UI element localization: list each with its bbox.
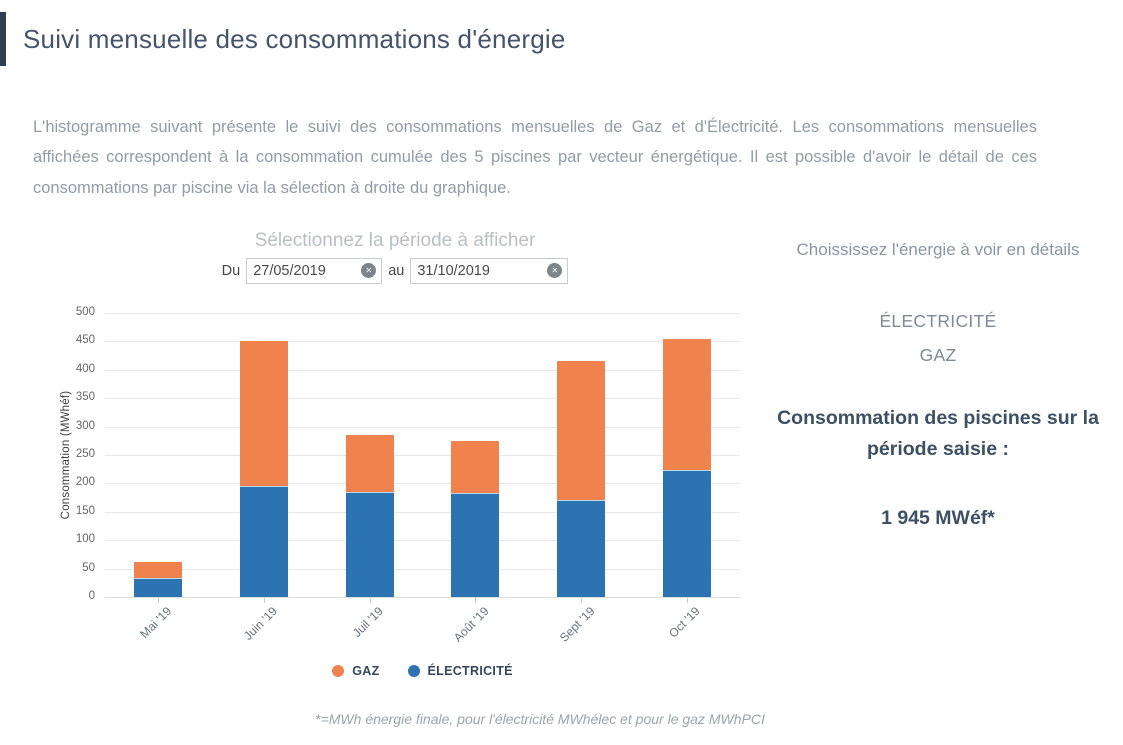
date-range-row: [0, 258, 790, 284]
legend-label: ÉLECTRICITÉ: [427, 664, 513, 678]
plot-area: [105, 313, 740, 597]
clear-date-from-icon[interactable]: ✕: [361, 263, 376, 278]
detail-panel-title: Choississez l'énergie à voir en détails: [796, 240, 1080, 259]
y-axis-tick-label: 50: [82, 561, 95, 574]
bar-slot: [211, 313, 317, 597]
legend-color-dot: [408, 665, 420, 677]
stacked-bar-oct-19: [663, 339, 711, 597]
x-axis-tick: [370, 598, 371, 603]
y-axis-tick-label: 0: [88, 590, 95, 602]
page-header: [0, 12, 566, 66]
x-axis-tick: [475, 598, 476, 603]
y-axis-tick-label: 500: [75, 306, 95, 318]
y-axis-tick-label: 150: [75, 504, 95, 517]
gridline: [105, 597, 740, 598]
option-electricite[interactable]: ÉLECTRICITÉ: [879, 311, 997, 331]
energy-options: [762, 304, 1114, 372]
y-axis-tick-label: 350: [75, 391, 95, 404]
summary-title: Consommation des piscines sur la période saisie :: [777, 407, 1099, 460]
bar-slot: [528, 313, 634, 597]
stacked-bar-mai-19: [134, 562, 182, 597]
footnote: *=MWh énergie finale, pour l'électricité MWhélec et pour le gaz MWhPCI: [315, 711, 765, 727]
clear-date-to-icon[interactable]: ✕: [547, 263, 562, 278]
x-axis-tick-label: Août '19: [450, 604, 492, 645]
title-accent-bar: [0, 12, 6, 66]
stacked-bar-juin-19: [240, 341, 288, 597]
date-from-field[interactable]: [246, 258, 382, 284]
y-axis-tick-label: 300: [75, 419, 95, 432]
x-axis-tick-label: Oct '19: [666, 604, 703, 641]
stacked-bar-juil-19: [346, 435, 394, 597]
bar-slot: [105, 313, 211, 597]
legend-label: GAZ: [352, 664, 380, 678]
y-axis-tick-label: 250: [75, 448, 95, 460]
bar-segment-électricité[interactable]: [134, 578, 182, 597]
bar-segment-gaz[interactable]: [663, 339, 711, 470]
chart-legend: [105, 664, 740, 678]
bar-segment-gaz[interactable]: [557, 361, 605, 500]
x-axis-tick: [687, 598, 688, 603]
x-axis-tick-label: Sept '19: [556, 604, 598, 645]
option-gaz[interactable]: GAZ: [919, 345, 957, 365]
bar-segment-électricité[interactable]: [557, 500, 605, 597]
period-selector-title: Sélectionnez la période à afficher: [254, 230, 536, 251]
summary-value: 1 945 MWéf*: [881, 507, 995, 529]
legend-color-dot: [332, 665, 344, 677]
date-to-input[interactable]: [411, 263, 567, 279]
bar-slot: [317, 313, 423, 597]
y-axis-tick-label: 100: [75, 533, 95, 546]
bar-segment-gaz[interactable]: [451, 441, 499, 493]
legend-item-électricité[interactable]: [408, 664, 513, 678]
y-axis-label: Consommation (MWhéf): [60, 390, 72, 520]
bar-segment-gaz[interactable]: [240, 341, 288, 485]
stacked-bar-sept-19: [557, 361, 605, 597]
bar-segment-gaz[interactable]: [346, 435, 394, 492]
bar-slot: [422, 313, 528, 597]
date-to-label: au: [388, 263, 405, 279]
x-axis-tick: [581, 598, 582, 603]
y-axis-tick-label: 450: [75, 334, 95, 347]
bar-segment-électricité[interactable]: [346, 492, 394, 597]
x-axis-tick: [158, 598, 159, 603]
y-axis-tick-label: 400: [75, 362, 95, 375]
date-to-field[interactable]: [410, 258, 568, 284]
stacked-bar-ao-t-19: [451, 441, 499, 597]
bar-segment-gaz[interactable]: [134, 562, 182, 578]
bar-segment-électricité[interactable]: [663, 470, 711, 597]
bar-segment-électricité[interactable]: [451, 493, 499, 597]
legend-item-gaz[interactable]: [332, 664, 379, 678]
x-axis-tick-label: Mai '19: [136, 604, 174, 641]
x-axis-tick: [264, 598, 265, 603]
x-axis-tick-label: Juin '19: [240, 604, 280, 643]
energy-detail-panel: [762, 240, 1114, 530]
y-axis-tick-label: 200: [75, 476, 95, 489]
bar-segment-électricité[interactable]: [240, 486, 288, 597]
date-from-label: Du: [221, 263, 241, 279]
page-title: Suivi mensuelle des consommations d'énergie: [23, 23, 566, 54]
bar-slot: [634, 313, 740, 597]
intro-paragraph: L'histogramme suivant présente le suivi des consommations mensuelles de Gaz et d'Électricité. Les consommations mensuelles affichées correspondent à la consommation cumulée des 5 piscines par vecteur énergétique. Il est possible d'avoir le détail de ces consommations par piscine via la sélection à droite du graphique.: [33, 117, 1037, 197]
x-axis-tick-label: Juil '19: [349, 604, 386, 641]
